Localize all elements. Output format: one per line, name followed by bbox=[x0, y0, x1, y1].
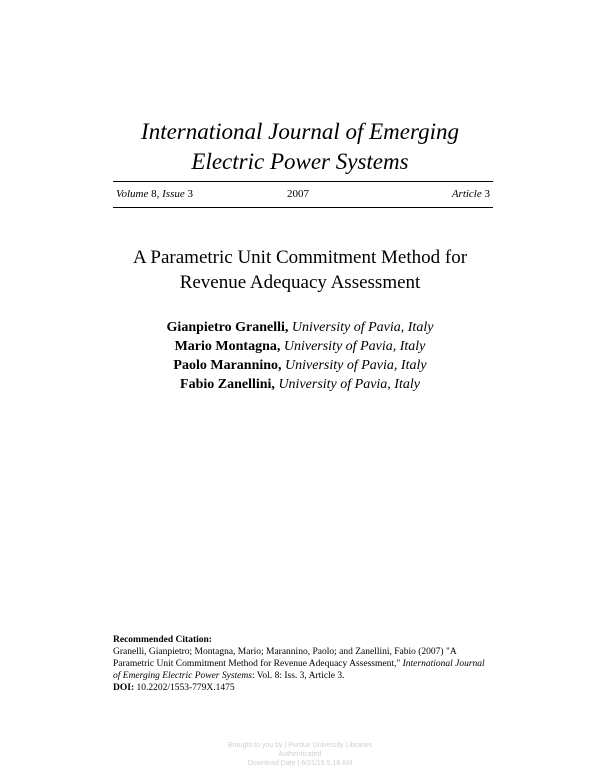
volume-issue bbox=[116, 182, 193, 207]
article-number bbox=[452, 182, 490, 207]
citation-body bbox=[113, 646, 493, 682]
article-title bbox=[0, 245, 600, 295]
article-number-value: 3 bbox=[484, 188, 490, 200]
watermark-line-1: Brought to you by | Purdue University Libraries bbox=[227, 742, 373, 749]
citation-journal: International Journal of Emerging Electric Power Systems bbox=[113, 659, 485, 681]
doi-link[interactable]: 10.2202/1553-779X.1475 bbox=[136, 683, 235, 693]
author-item bbox=[0, 375, 600, 394]
issue-label: , Issue bbox=[156, 188, 185, 200]
citation-text: Granelli, Gianpietro; Montagna, Mario; Marannino, Paolo; and Zanellini, Fabio (2007) "A Parametric Unit Commitment Method for Revenue Adequacy Assessment," bbox=[113, 647, 457, 669]
doi-label: DOI: bbox=[113, 683, 135, 693]
citation-volume: : Vol. 8: Iss. 3, Article 3. bbox=[251, 671, 345, 681]
journal-title-line-2: Electric Power Systems bbox=[191, 149, 409, 174]
article-label: Article bbox=[451, 188, 482, 200]
author-item bbox=[0, 318, 600, 337]
citation-doi bbox=[113, 682, 493, 694]
author-item bbox=[0, 337, 600, 356]
watermark-line-3: Download Date | 6/21/15 5:16 AM bbox=[247, 760, 353, 767]
journal-title-line-1: International Journal of Emerging bbox=[141, 119, 459, 144]
author-name: Gianpietro Granelli, bbox=[166, 320, 289, 335]
author-name: Mario Montagna, bbox=[174, 339, 281, 354]
author-name: Paolo Marannino, bbox=[173, 358, 282, 373]
author-affiliation: University of Pavia, Italy bbox=[285, 358, 427, 373]
volume-label: Volume bbox=[116, 188, 149, 200]
issue-number: 3 bbox=[187, 188, 193, 200]
author-list bbox=[0, 318, 600, 394]
download-watermark bbox=[0, 741, 600, 768]
volume-number: 8 bbox=[151, 188, 157, 200]
citation-label: Recommended Citation: bbox=[113, 635, 212, 645]
watermark-line-2: Authenticated bbox=[278, 751, 322, 758]
journal-title bbox=[0, 117, 600, 177]
author-affiliation: University of Pavia, Italy bbox=[291, 320, 434, 335]
author-affiliation: University of Pavia, Italy bbox=[278, 377, 420, 392]
issue-info-bar bbox=[113, 181, 493, 208]
recommended-citation bbox=[113, 634, 493, 694]
article-title-line-2: Revenue Adequacy Assessment bbox=[179, 272, 421, 293]
article-title-line-1: A Parametric Unit Commitment Method for bbox=[132, 247, 468, 268]
author-affiliation: University of Pavia, Italy bbox=[283, 339, 426, 354]
author-name: Fabio Zanellini, bbox=[180, 377, 275, 392]
publication-year: 2007 bbox=[287, 188, 309, 200]
author-item bbox=[0, 356, 600, 375]
